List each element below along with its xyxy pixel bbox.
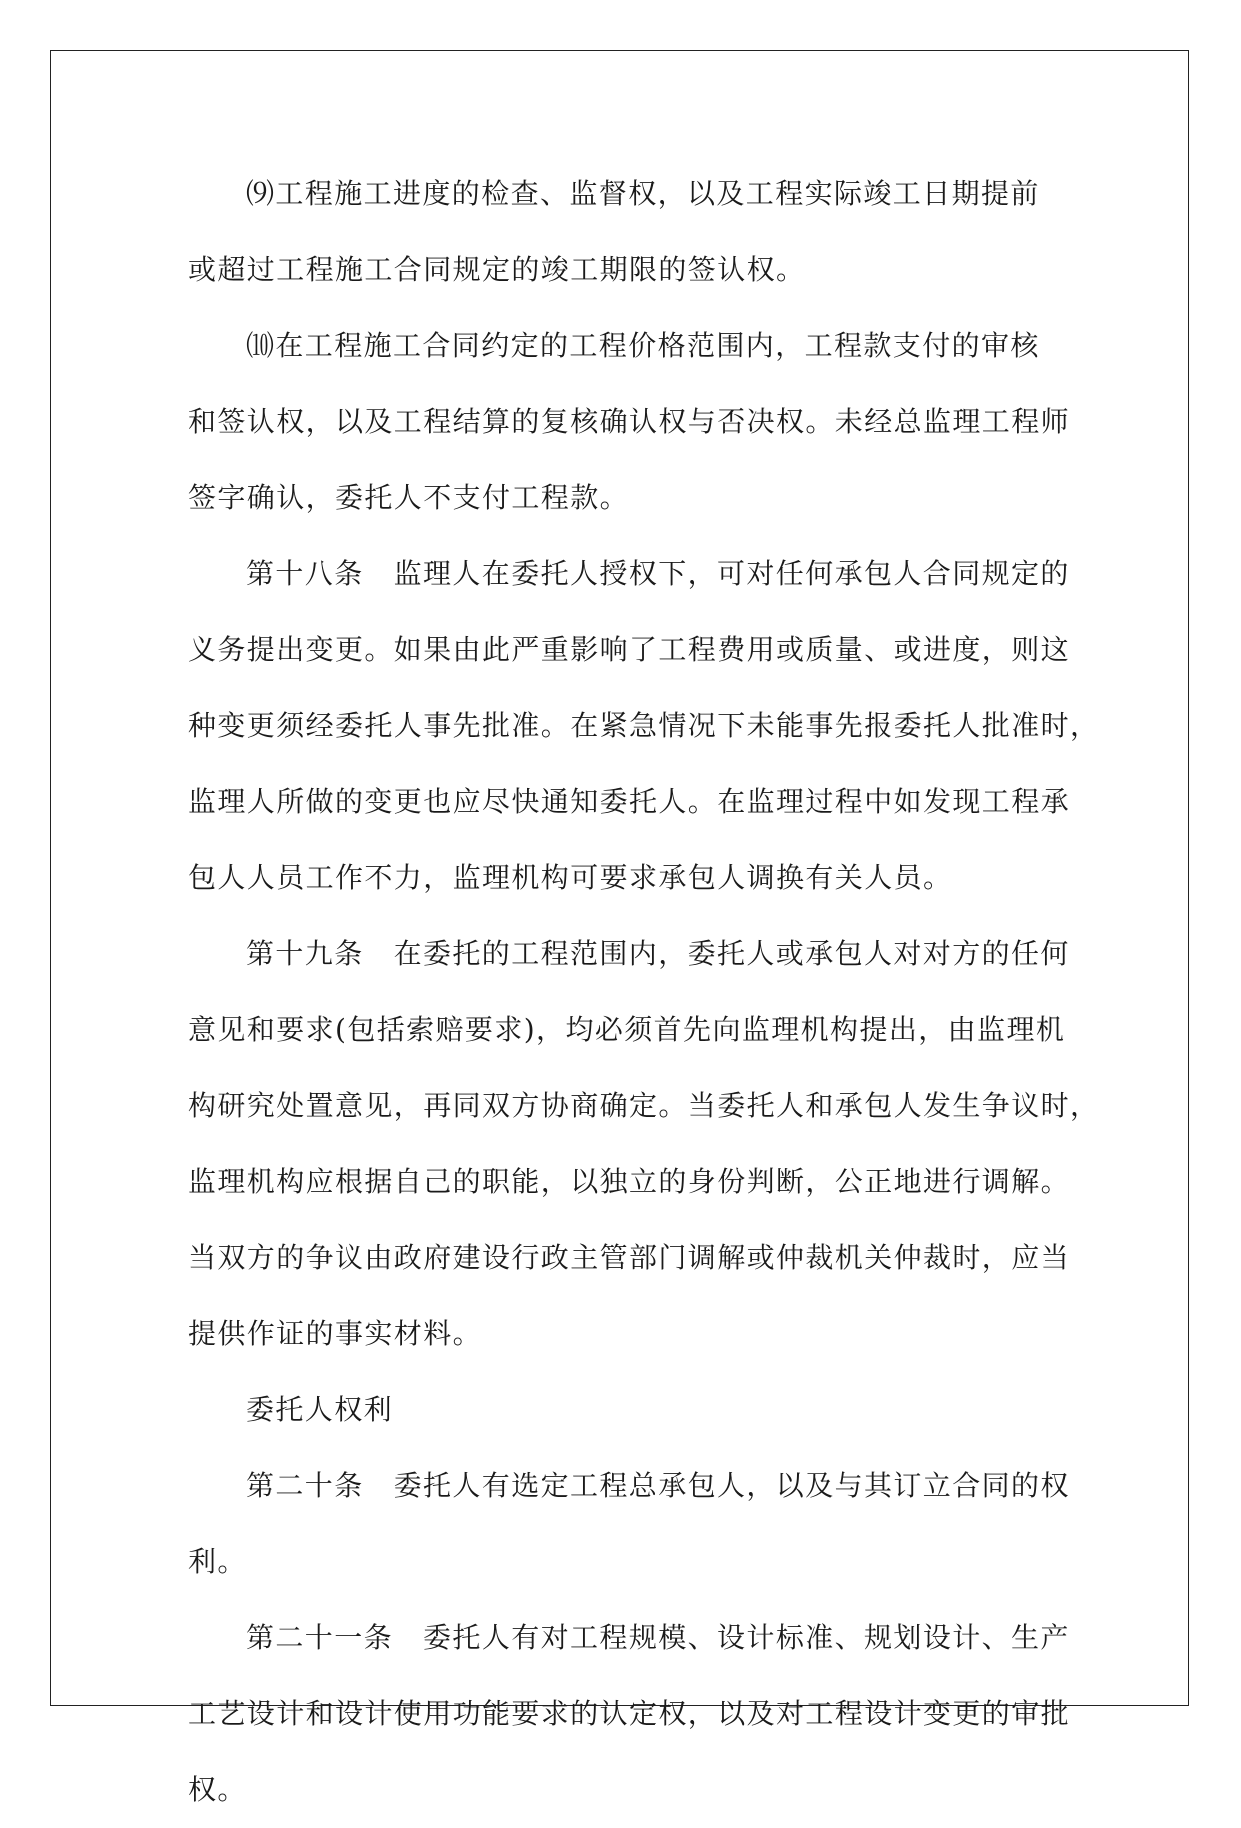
section-heading-client-rights	[188, 1372, 1058, 1448]
text-line	[188, 1600, 1070, 1676]
text-line: 当双方的争议由政府建设行政主管部门调解或仲裁机关仲裁时，应当	[188, 1241, 1071, 1274]
text-line: 和签认权，以及工程结算的复核确认权与否决权。未经总监理工程师	[188, 405, 1071, 438]
text-line: 构研究处置意见，再同双方协商确定。当委托人和承包人发生争议时，	[188, 1089, 1100, 1122]
text-line: 或超过工程施工合同规定的竣工期限的签认权。	[188, 253, 806, 286]
paragraph-item-10	[188, 308, 1071, 536]
text-line: 种变更须经委托人事先批准。在紧急情况下未能事先报委托人批准时，	[188, 709, 1100, 742]
text-line	[188, 1448, 1070, 1524]
text-line: ⑽在工程施工合同约定的工程价格范围内，工程款支付的审核	[246, 329, 1040, 362]
text-line: ⑼工程施工进度的检查、监督权，以及工程实际竣工日期提前	[246, 177, 1040, 210]
article-text: 在委托的工程范围内，委托人或承包人对对方的任何	[393, 937, 1070, 970]
text-line	[188, 536, 1070, 612]
article-label: 第十九条	[246, 937, 364, 970]
article-label: 第二十一条	[246, 1621, 394, 1654]
paragraph-article-18	[188, 536, 1100, 916]
text-line	[188, 916, 1070, 992]
paragraph-article-21	[188, 1600, 1071, 1828]
document-body	[188, 156, 1100, 1828]
text-line: 签字确认，委托人不支付工程款。	[188, 481, 630, 514]
text-line: 监理机构应根据自己的职能，以独立的身份判断，公正地进行调解。	[188, 1165, 1071, 1198]
text-line: 意见和要求(包括索赔要求)，均必须首先向监理机构提出，由监理机	[188, 1013, 1066, 1046]
paragraph-item-9	[188, 156, 1058, 308]
section-heading: 委托人权利	[246, 1393, 394, 1426]
article-text: 委托人有选定工程总承包人，以及与其订立合同的权	[393, 1469, 1070, 1502]
text-line: 包人人员工作不力，监理机构可要求承包人调换有关人员。	[188, 861, 953, 894]
text-line: 权。	[188, 1773, 247, 1806]
article-text: 监理人在委托人授权下，可对任何承包人合同规定的	[393, 557, 1070, 590]
text-line: 提供作证的事实材料。	[188, 1317, 483, 1350]
text-line: 义务提出变更。如果由此严重影响了工程费用或质量、或进度，则这	[188, 633, 1071, 666]
article-label: 第十八条	[246, 557, 364, 590]
text-line: 利。	[188, 1545, 247, 1578]
paragraph-article-20	[188, 1448, 1070, 1600]
text-line: 工艺设计和设计使用功能要求的认定权，以及对工程设计变更的审批	[188, 1697, 1071, 1730]
text-line: 监理人所做的变更也应尽快通知委托人。在监理过程中如发现工程承	[188, 785, 1071, 818]
article-text: 委托人有对工程规模、设计标准、规划设计、生产	[423, 1621, 1070, 1654]
paragraph-article-19	[188, 916, 1100, 1372]
article-label: 第二十条	[246, 1469, 364, 1502]
